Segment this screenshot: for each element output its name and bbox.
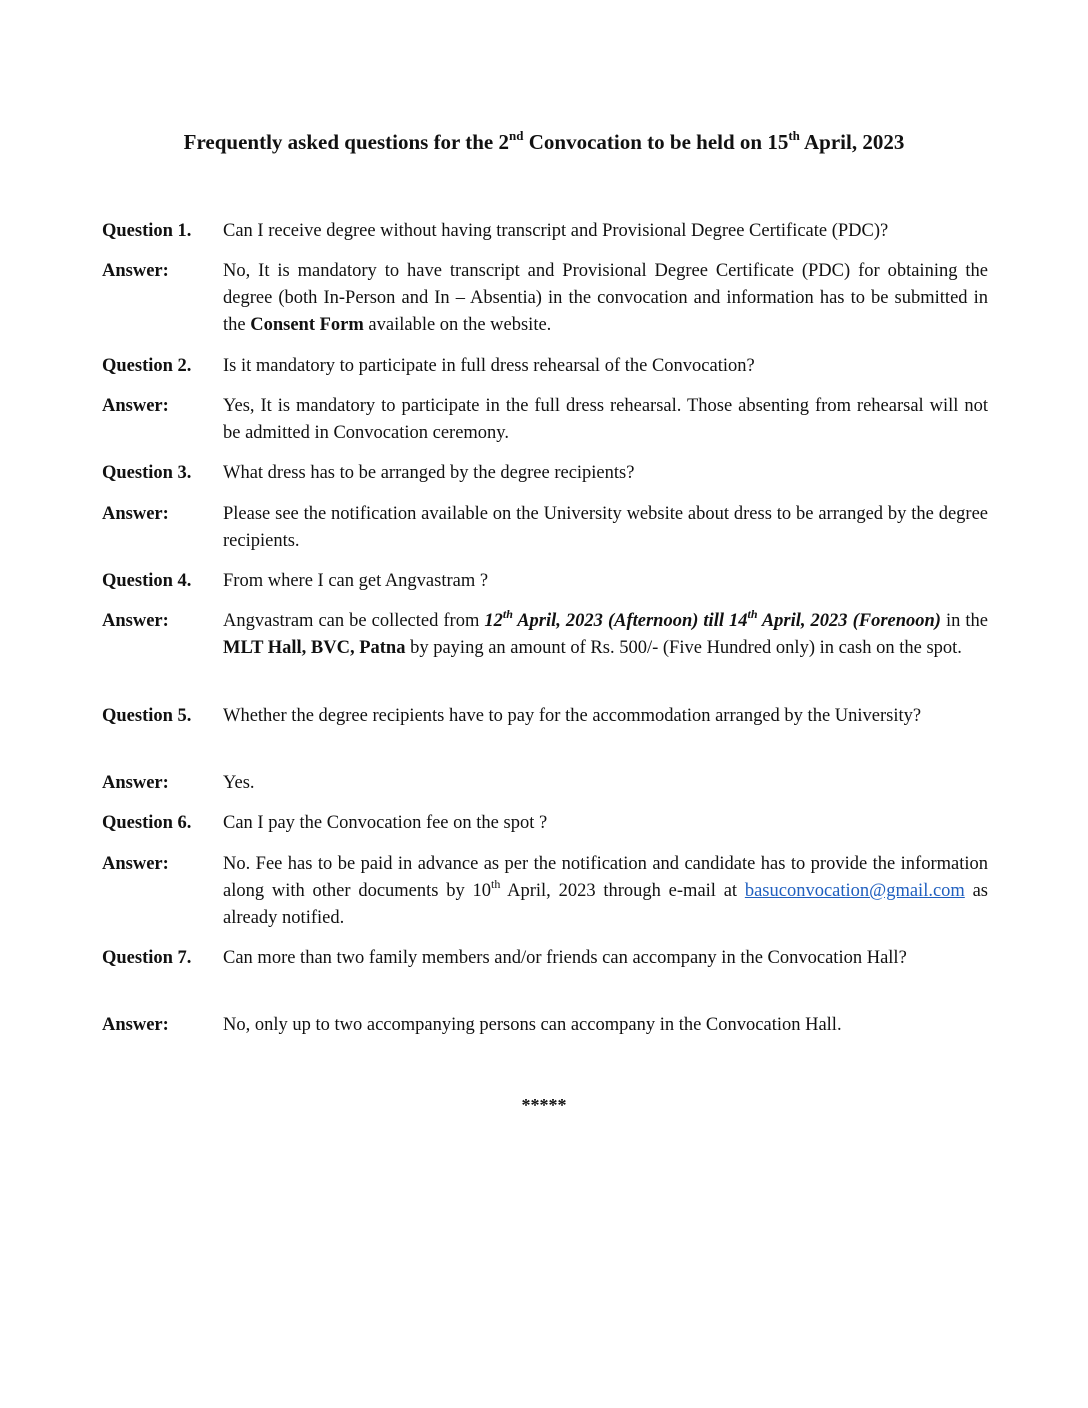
answer-label: Answer:: [102, 261, 169, 281]
answer-label: Answer:: [102, 773, 169, 793]
page-title: Frequently asked questions for the 2nd Convocation to be held on 15th April, 2023: [183, 128, 905, 154]
question-label: Question 1.: [102, 221, 192, 241]
question-label: Question 5.: [102, 706, 192, 726]
answer-text: No, only up to two accompanying persons can accompany in the Convocation Hall.: [223, 1015, 842, 1035]
end-of-document-mark: *****: [521, 1095, 567, 1115]
answer-label: Answer:: [102, 1015, 169, 1035]
question-label: Question 3.: [102, 463, 192, 483]
question-text: Is it mandatory to participate in full dress rehearsal of the Convocation?: [223, 356, 755, 376]
answer-text: Yes.: [223, 773, 255, 793]
question-text: What dress has to be arranged by the degree recipients?: [223, 463, 635, 483]
question-label: Question 6.: [102, 813, 192, 833]
question-label: Question 4.: [102, 571, 192, 591]
question-text: Can I pay the Convocation fee on the spot ?: [223, 813, 548, 833]
answer-text: Please see the notification available on the University website about dress to be arranged by the degree recipients.: [223, 504, 988, 551]
answer-label: Answer:: [102, 504, 169, 524]
question-label: Question 2.: [102, 356, 192, 376]
answer-label: Answer:: [102, 854, 169, 874]
answer-label: Answer:: [102, 611, 169, 631]
answer-text: Angvastram can be collected from 12th April, 2023 (Afternoon) till 14th April, 2023 (Forenoon) in the MLT Hall, BVC, Patna by paying an amount of Rs. 500/- (Five Hundred only) in cash on the spot.: [223, 606, 988, 658]
question-text: From where I can get Angvastram ?: [223, 571, 489, 591]
email-link[interactable]: basuconvocation@gmail.com: [744, 881, 965, 901]
question-text: Whether the degree recipients have to pay for the accommodation arranged by the University?: [223, 706, 922, 726]
answer-text: Yes, It is mandatory to participate in the full dress rehearsal. Those absenting from rehearsal will not be admitted in Convocation ceremony.: [223, 396, 988, 443]
consent-form-text: Consent Form: [250, 315, 364, 335]
question-text: Can more than two family members and/or friends can accompany in the Convocation Hall?: [223, 948, 907, 968]
question-text: Can I receive degree without having transcript and Provisional Degree Certificate (PDC)?: [223, 221, 889, 241]
venue-text: MLT Hall, BVC, Patna: [223, 638, 406, 658]
answer-label: Answer:: [102, 396, 169, 416]
answer-text: No, It is mandatory to have transcript and Provisional Degree Certificate (PDC) for obtaining the degree (both In-Person and In – Absentia) in the convocation and information has to be submitted in the Consent Form available on the website.: [223, 261, 988, 335]
answer-text: No. Fee has to be paid in advance as per the notification and candidate has to provide the information along with other documents by 10th April, 2023 through e-mail at basuconvocation@gmail.com as already notified.: [223, 854, 988, 928]
collection-dates: 12th April, 2023 (Afternoon) till 14th April, 2023 (Forenoon): [484, 606, 941, 631]
question-label: Question 7.: [102, 948, 192, 968]
